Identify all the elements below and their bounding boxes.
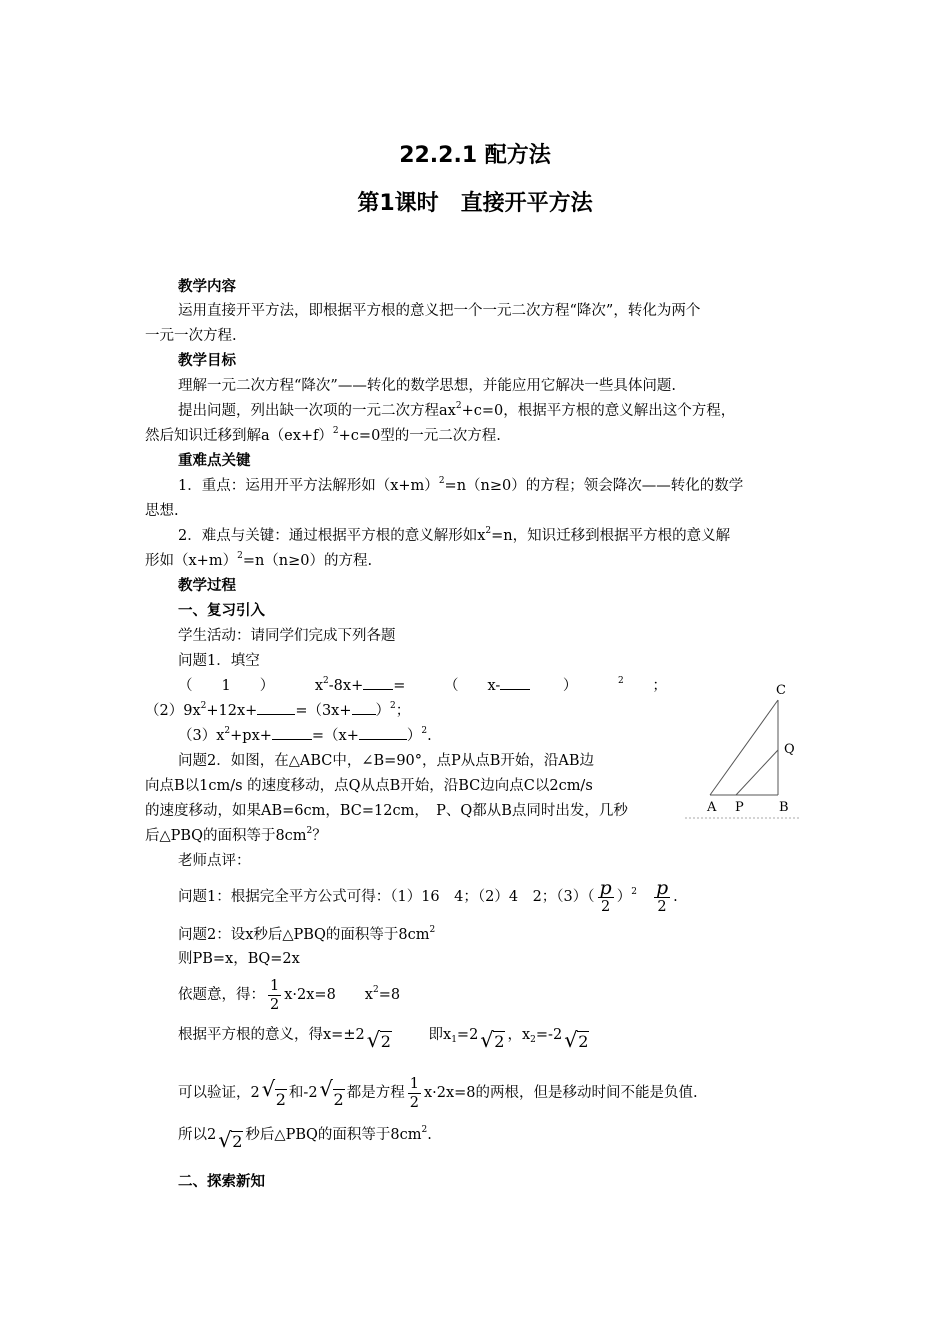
goal-line: 然后知识迁移到解$a(ex+f)^2+c=0$型的一元二次方程. [145,426,501,444]
question-2-line: 问题2．如图，在△ABC中，∠B=90°，点P从点B开始，沿AB边 [178,753,595,769]
process-heading: 教学过程 [178,578,236,594]
content-line: 一元一次方程. [145,328,237,344]
label-b: B [779,800,789,815]
answer-blank[interactable] [363,677,393,690]
question-1-item-2: $(2)9x^2+12x+ =(3x+ )^2$； [145,701,411,719]
answer-2-line: 依题意，得： $\frac{1}{2}$ x·2x=8 $x^2=8$ [178,977,401,1013]
answer-blank[interactable] [257,702,295,715]
answer-1: 问题1：根据完全平方公式可得：（1）16 4；（2）4 2；（3）（ $\frac{p}{2}$ ）$^2$ $\frac{p}{2}$ . [178,876,678,915]
question-2-line: 后△PBQ的面积等于$8cm^2$？ [145,826,327,844]
goal-heading: 教学目标 [178,353,236,369]
answer-2-line: 可以验证，2√ 2 和-2√ 2 都是方程 $\frac{1}{2}$ x·2x=8的两根，但是移动时间不能是负值. [178,1072,698,1122]
key-line: 1．重点：运用开平方法解形如$(x+m)^2=n(n\ge 0)$的方程；领会降次——转化的数学 [178,476,744,494]
answer-blank[interactable] [352,702,376,715]
answer-2-line: 问题2：设x秒后△PBQ的面积等于$8cm^2$ [178,925,436,943]
question-2-line: 向点B以1cm/s 的速度移动，点Q从点B开始，沿BC边向点C以2cm/s [145,778,593,794]
page-title: 22.2.1 配方法 [399,143,551,168]
student-activity: 学生活动：请同学们完成下列各题 [178,628,396,644]
answer-2-line: 所以2√ 2 秒后△PBQ的面积等于$8cm^2$. [178,1126,432,1152]
answer-2-line: 根据平方根的意义，得x=±2√ 2 即$x_1=2√$ 2 ，$x_2=-2√$ 2 [178,1026,591,1052]
question-1-title: 问题1．填空 [178,653,260,669]
goal-line: 理解一元二次方程“降次”——转化的数学思想，并能应用它解决一些具体问题. [178,378,676,394]
label-p: P [735,800,744,815]
key-heading: 重难点关键 [178,453,251,469]
key-line: 2．难点与关键：通过根据平方根的意义解形如$x^2=n$，知识迁移到根据平方根的意义解 [178,526,731,544]
page-subtitle: 第1课时 直接开平方法 [357,191,593,216]
question-2-line: 的速度移动，如果AB=6cm，BC=12cm， P、Q都从B点同时出发，几秒 [145,803,628,819]
review-heading: 一、复习引入 [178,603,265,619]
label-q: Q [784,742,795,757]
answer-blank[interactable] [272,727,312,740]
content-heading: 教学内容 [178,279,236,295]
key-line: 形如$(x+m)^2=n(n\ge 0)$的方程. [145,551,373,569]
label-c: C [776,683,786,698]
answer-2-line: 则PB=x，BQ=2x [178,951,300,967]
question-1-item-1: （ 1 ） $x^2-8x+$ = （ x- ） $^2$ ； [178,676,667,694]
key-line: 思想. [145,503,179,519]
question-1-item-3: $(3)x^2+px+ =(x+ )^2$. [178,726,432,744]
label-a: A [707,800,717,815]
triangle-figure [680,678,805,828]
goal-line: 提出问题，列出缺一次项的一元二次方程$ax^2+c=0$，根据平方根的意义解出这个方程， [178,401,736,419]
answer-blank[interactable] [359,727,407,740]
content-line: 运用直接开平方法，即根据平方根的意义把一个一元二次方程“降次”，转化为两个 [178,303,701,319]
answer-blank[interactable] [500,677,530,690]
explore-heading: 二、探索新知 [178,1174,265,1190]
teacher-comment: 老师点评： [178,853,251,869]
